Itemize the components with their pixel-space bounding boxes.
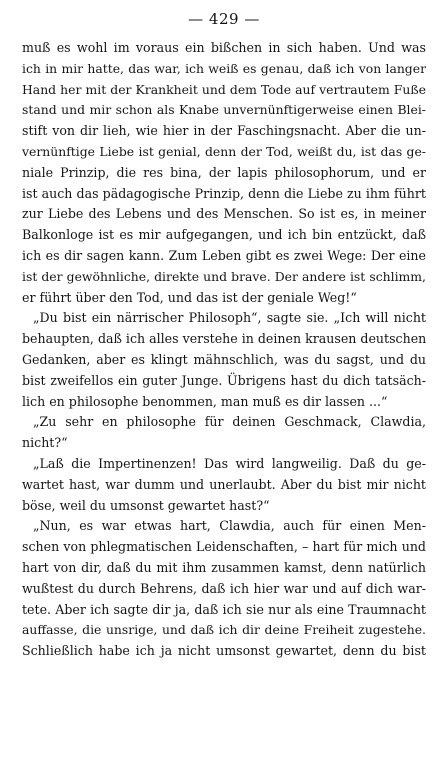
text-line: Schließlich habe ich ja nicht umsonst gewartet, denn du bist — [22, 643, 426, 659]
text-line: „Laß die Impertinenzen! Das wird langweilig. Daß du ge- — [33, 455, 426, 471]
text-line: stand und mir schon als Knabe unvernünftigerweise einen Blei- — [22, 102, 426, 118]
page-number: — 429 — — [188, 10, 260, 28]
text-line: Gedanken, aber es klingt mähnschlich, was du sagst, und du — [22, 351, 426, 367]
text-line: „Nun, es war etwas hart, Clawdia, auch für einen Men- — [33, 518, 426, 534]
text-line: ist der gewöhnliche, direkte und brave. Der andere ist schlimm, — [22, 268, 426, 284]
body-text — [22, 38, 426, 662]
text-line: vernünftige Liebe ist genial, denn der Tod, weißt du, ist das ge- — [22, 143, 426, 159]
text-line: behaupten, daß ich alles verstehe in deinen krausen deutschen — [22, 331, 426, 347]
text-line: niale Prinzip, die res bina, der lapis philosophorum, und er — [22, 164, 426, 180]
text-line: bist zweifellos ein guter Junge. Übrigens hast du dich tatsäch- — [22, 372, 426, 388]
text-line: wartet hast, war dumm und unerlaubt. Aber du bist mir nicht — [22, 476, 426, 492]
text-line: ist auch das pädagogische Prinzip, denn die Liebe zu ihm führt — [22, 185, 426, 201]
text-line: böse, weil du umsonst gewartet hast?“ — [22, 497, 270, 513]
text-line: hart von dir, daß du mit ihm zusammen kamst, denn natürlich — [22, 559, 426, 575]
text-line: Hand her mit der Krankheit und dem Tode auf vertrautem Fuße — [22, 81, 426, 97]
text-line: „Zu sehr en philosophe für deinen Geschmack, Clawdia, — [33, 414, 426, 430]
text-line: ich es dir sagen kann. Zum Leben gibt es zwei Wege: Der eine — [22, 247, 426, 263]
text-line: lich en philosophe benommen, man muß es dir lassen ...“ — [22, 393, 388, 409]
text-line: tete. Aber ich sagte dir ja, daß ich sie nur als eine Traumnacht — [22, 601, 426, 617]
text-line: zur Liebe des Lebens und des Menschen. So ist es, in meiner — [22, 206, 426, 222]
text-line: Balkonloge ist es mir aufgegangen, und ich bin entzückt, daß — [22, 227, 426, 243]
text-line: wußtest du durch Behrens, daß ich hier war und auf dich war- — [22, 580, 426, 596]
text-line: er führt über den Tod, und das ist der geniale Weg!“ — [22, 289, 357, 305]
text-line: schen von phlegmatischen Leidenschaften, – hart für mich und — [22, 539, 426, 555]
text-line: nicht?“ — [22, 435, 68, 451]
text-line: muß es wohl im voraus ein bißchen in sich haben. Und was — [22, 40, 426, 55]
text-line: auffasse, die unsrige, und daß ich dir deine Freiheit zugestehe. — [22, 622, 426, 638]
text-line: stift von dir lieh, wie hier in der Faschingsnacht. Aber die un- — [22, 123, 426, 139]
text-line: ich in mir hatte, das war, ich weiß es genau, daß ich von langer — [22, 60, 426, 76]
text-line: „Du bist ein närrischer Philosoph“, sagte sie. „Ich will nicht — [33, 310, 426, 326]
